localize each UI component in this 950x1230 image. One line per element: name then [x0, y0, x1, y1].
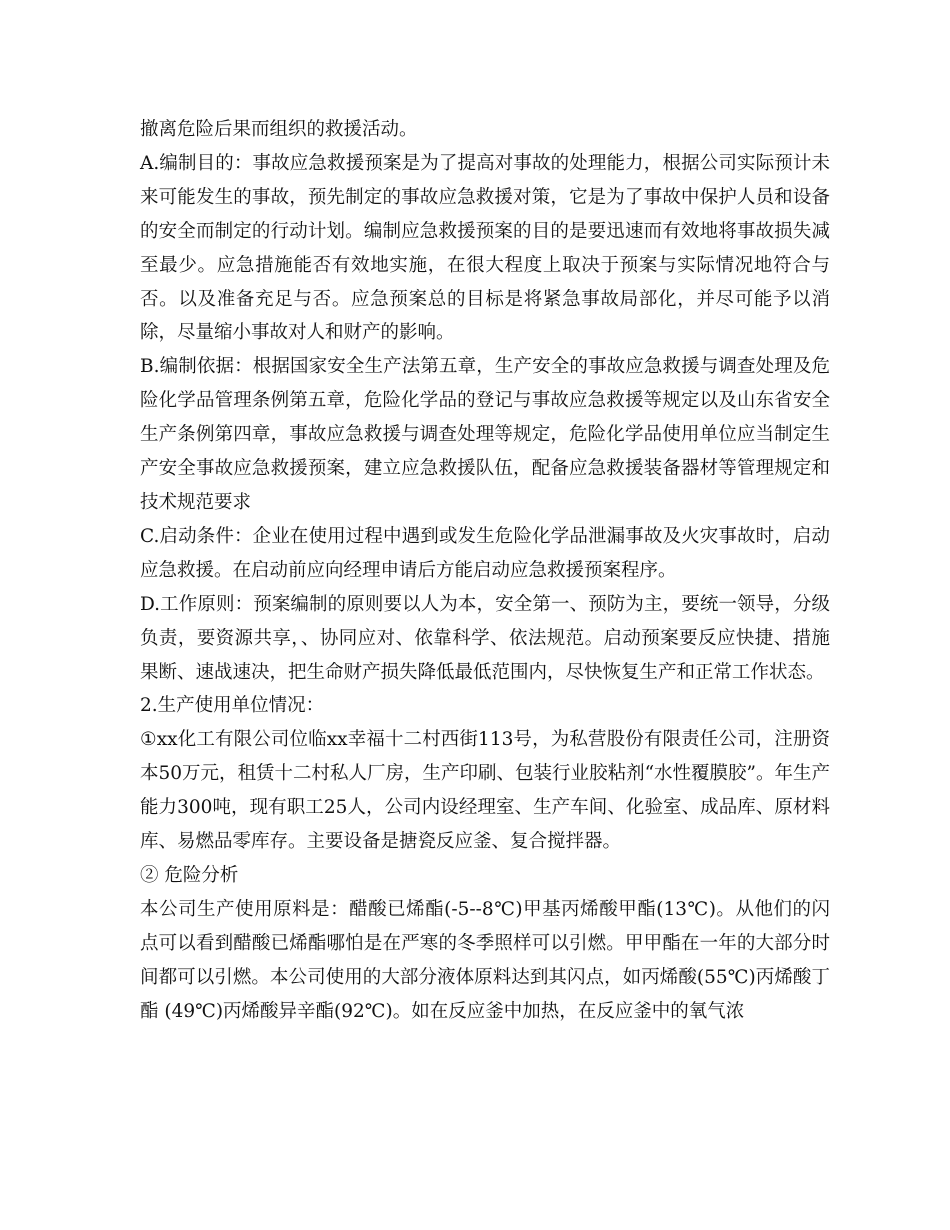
paragraph-company-info: ①xx化工有限公司位临xx幸福十二村西街113号，为私营股份有限责任公司，注册资本50万元，租赁十二村私人厂房，生产印刷、包装行业胶粘剂“水性覆膜胶”。年生产能力300吨，现有职工25人，公司内设经理室、生产车间、化验室、成品库、原材料库、易燃品零库存。主要设备是搪瓷反应釜、复合搅拌器。 — [140, 729, 830, 853]
paragraph-raw-materials: 本公司生产使用原料是：醋酸已烯酯(-5--8℃)甲基丙烯酸甲酯(13℃)。从他们的闪点可以看到醋酸已烯酯哪怕是在严寒的冬季照样可以引燃。甲甲酯在一年的大部分时间都可以引燃。本公司使用的大部分液体原料达到其闪点，如丙烯酸(55℃)丙烯酸丁酯 (49℃)丙烯酸异辛酯(92℃)。如在反应釜中加热，在反应釜中的氧气浓 — [140, 898, 830, 1022]
paragraph-b-basis: B.编制依据：根据国家安全生产法第五章，生产安全的事故应急救援与调查处理及危险化学品管理条例第五章，危险化学品的登记与事故应急救援等规定以及山东省安全生产条例第四章，事故应急救援与调查处理等规定，危险化学品使用单位应当制定生产安全事故应急救援预案，建立应急救援队伍，配备应急救援装备器材等管理规定和技术规范要求 — [140, 356, 830, 513]
paragraph-c-start-conditions: C.启动条件：企业在使用过程中遇到或发生危险化学品泄漏事故及火灾事故时，启动应急救援。在启动前应向经理申请后方能启动应急救援预案程序。 — [140, 525, 830, 581]
paragraph-evacuation-continuation: 撤离危险后果而组织的救援活动。 — [140, 119, 418, 140]
paragraph-d-principles: D.工作原则：预案编制的原则要以人为本，安全第一、预防为主，要统一领导，分级负责，要资源共享，、协同应对、依靠科学、依法规范。启动预案要反应快捷、措施果断、速战速决，把生命财产损失降低最低范围内，尽快恢复生产和正常工作状态。 — [140, 593, 830, 683]
paragraph-a-purpose: A.编制目的：事故应急救援预案是为了提高对事故的处理能力，根据公司实际预计未来可能发生的事故，预先制定的事故应急救援对策，它是为了事故中保护人员和设备的安全而制定的行动计划。编制应急救援预案的目的是要迅速而有效地将事故损失减至最少。应急措施能否有效地实施，在很大程度上取决于预案与实际情况地符合与否。以及准备充足与否。应急预案总的目标是将紧急事故局部化，并尽可能予以消除，尽量缩小事故对人和财产的影响。 — [140, 152, 830, 344]
section-heading-risk-analysis: ② 危险分析 — [140, 864, 239, 886]
section-heading-unit-info: 2.生产使用单位情况： — [140, 695, 325, 717]
document-body — [140, 113, 830, 1028]
